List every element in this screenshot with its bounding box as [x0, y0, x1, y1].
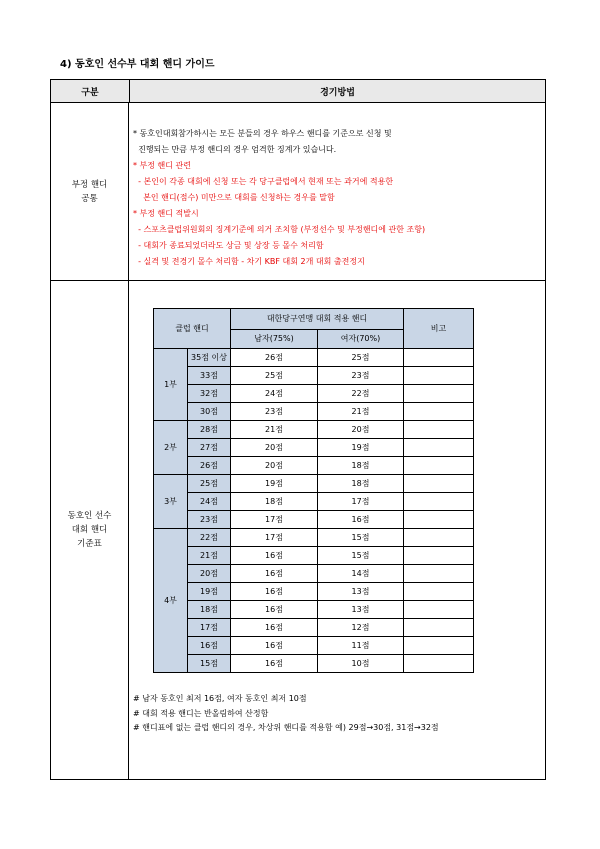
table-row [154, 349, 474, 367]
table-row [154, 421, 474, 439]
club-handicap-cell: 25점 [188, 475, 231, 493]
header-method: 경기방법 [320, 87, 355, 98]
note-line: # 핸디표에 없는 클럽 핸디의 경우, 차상위 핸디를 적용함 예) 29점→30점, 31점→32점 [133, 723, 439, 732]
male-handicap-cell: 16점 [231, 655, 318, 673]
table-row [154, 511, 474, 529]
table-row [154, 385, 474, 403]
rule-line: * 동호인대회참가하시는 모든 분들의 경우 하우스 핸디를 기준으로 신청 및 [133, 129, 392, 138]
division-cell: 1부 [154, 349, 188, 421]
female-handicap-cell: 25점 [318, 349, 404, 367]
division-cell: 3부 [154, 475, 188, 529]
table-row [154, 637, 474, 655]
remarks-cell [404, 367, 474, 385]
female-handicap-cell: 13점 [318, 583, 404, 601]
header-row [51, 80, 545, 103]
male-handicap-cell: 18점 [231, 493, 318, 511]
fraud-rules [133, 126, 541, 270]
club-handicap-cell: 32점 [188, 385, 231, 403]
table-row [154, 547, 474, 565]
remarks-cell [404, 403, 474, 421]
female-handicap-cell: 15점 [318, 547, 404, 565]
female-handicap-cell: 16점 [318, 511, 404, 529]
table-row [154, 619, 474, 637]
male-header: 남자(75%) [231, 330, 318, 349]
male-handicap-cell: 26점 [231, 349, 318, 367]
table-row [154, 439, 474, 457]
handicap-table-wrap [153, 308, 474, 673]
division-cell: 2부 [154, 421, 188, 475]
note-line: # 대회 적용 핸디는 반올림하여 산정함 [133, 708, 269, 718]
club-handicap-cell: 28점 [188, 421, 231, 439]
male-handicap-cell: 24점 [231, 385, 318, 403]
female-handicap-cell: 13점 [318, 601, 404, 619]
male-handicap-cell: 25점 [231, 367, 318, 385]
male-handicap-cell: 16점 [231, 565, 318, 583]
club-handicap-cell: 20점 [188, 565, 231, 583]
male-handicap-cell: 20점 [231, 439, 318, 457]
fraud-handicap-row [51, 103, 545, 281]
male-handicap-cell: 21점 [231, 421, 318, 439]
table-row [154, 529, 474, 547]
remarks-header: 비고 [404, 309, 474, 349]
remarks-cell [404, 493, 474, 511]
female-handicap-cell: 12점 [318, 619, 404, 637]
division-cell: 4부 [154, 529, 188, 673]
rule-line: 진행되는 만큼 부정 핸디의 경우 엄격한 징계가 있습니다. [133, 145, 337, 154]
handicap-standard-row [51, 281, 545, 779]
rule-line: * 부정 핸디 적발시 [133, 209, 199, 218]
remarks-cell [404, 547, 474, 565]
club-handicap-cell: 33점 [188, 367, 231, 385]
remarks-cell [404, 385, 474, 403]
table-row [154, 655, 474, 673]
rule-line: - 대회가 종료되었더라도 상금 및 상장 등 몰수 처리함 [133, 241, 324, 250]
male-handicap-cell: 17점 [231, 529, 318, 547]
remarks-cell [404, 349, 474, 367]
label-line: 대회 핸디 [71, 525, 108, 535]
female-handicap-cell: 23점 [318, 367, 404, 385]
remarks-cell [404, 619, 474, 637]
club-handicap-cell: 17점 [188, 619, 231, 637]
table-row [154, 403, 474, 421]
rule-line: * 부정 핸디 관련 [133, 161, 191, 170]
table-row [154, 493, 474, 511]
club-handicap-cell: 35점 이상 [188, 349, 231, 367]
club-handicap-cell: 19점 [188, 583, 231, 601]
rule-line: - 실격 및 전경기 몰수 처리함 - 차기 KBF 대회 2개 대회 출전정지 [133, 257, 365, 266]
female-handicap-cell: 11점 [318, 637, 404, 655]
club-handicap-cell: 15점 [188, 655, 231, 673]
rule-line: 본인 핸디(점수) 미만으로 대회를 신청하는 경우를 말함 [133, 193, 335, 202]
remarks-cell [404, 475, 474, 493]
club-handicap-cell: 24점 [188, 493, 231, 511]
female-handicap-cell: 19점 [318, 439, 404, 457]
club-handicap-cell: 22점 [188, 529, 231, 547]
female-handicap-cell: 14점 [318, 565, 404, 583]
handicap-standard-label [51, 281, 129, 779]
federation-handicap-header: 대한당구연맹 대회 적용 핸디 [231, 309, 404, 330]
club-handicap-header: 클럽 핸디 [154, 309, 231, 349]
label-line: 부정 핸디 [71, 179, 108, 190]
female-header: 여자(70%) [318, 330, 404, 349]
male-handicap-cell: 16점 [231, 583, 318, 601]
remarks-cell [404, 601, 474, 619]
handicap-table [153, 308, 474, 673]
label-line: 동호인 선수 [67, 511, 112, 521]
note-line: # 남자 동호인 최저 16점, 여자 동호인 최저 10점 [133, 694, 307, 703]
rule-line: - 본인이 각종 대회에 신청 또는 각 당구클럽에서 현재 또는 과거에 적용한 [133, 177, 394, 186]
label-line: 기준표 [77, 539, 102, 549]
club-handicap-cell: 21점 [188, 547, 231, 565]
rule-line: - 스포츠클럽위원회의 징계기준에 의거 조치함 (부정선수 및 부정핸디에 관한 조항) [133, 225, 426, 234]
female-handicap-cell: 21점 [318, 403, 404, 421]
label-line: 공통 [81, 193, 98, 204]
remarks-cell [404, 439, 474, 457]
guide-table [50, 79, 546, 780]
club-handicap-cell: 18점 [188, 601, 231, 619]
female-handicap-cell: 15점 [318, 529, 404, 547]
club-handicap-cell: 26점 [188, 457, 231, 475]
table-row [154, 565, 474, 583]
remarks-cell [404, 457, 474, 475]
club-handicap-cell: 30점 [188, 403, 231, 421]
female-handicap-cell: 20점 [318, 421, 404, 439]
notes [133, 692, 543, 736]
male-handicap-cell: 16점 [231, 619, 318, 637]
remarks-cell [404, 655, 474, 673]
female-handicap-cell: 17점 [318, 493, 404, 511]
female-handicap-cell: 10점 [318, 655, 404, 673]
female-handicap-cell: 18점 [318, 475, 404, 493]
remarks-cell [404, 421, 474, 439]
remarks-cell [404, 565, 474, 583]
male-handicap-cell: 16점 [231, 547, 318, 565]
table-row [154, 475, 474, 493]
club-handicap-cell: 27점 [188, 439, 231, 457]
fraud-handicap-label [51, 103, 129, 280]
male-handicap-cell: 20점 [231, 457, 318, 475]
table-row [154, 601, 474, 619]
male-handicap-cell: 19점 [231, 475, 318, 493]
club-handicap-cell: 23점 [188, 511, 231, 529]
remarks-cell [404, 529, 474, 547]
male-handicap-cell: 23점 [231, 403, 318, 421]
female-handicap-cell: 22점 [318, 385, 404, 403]
female-handicap-cell: 18점 [318, 457, 404, 475]
remarks-cell [404, 511, 474, 529]
table-row [154, 367, 474, 385]
header-category: 구분 [51, 80, 130, 102]
remarks-cell [404, 583, 474, 601]
remarks-cell [404, 637, 474, 655]
club-handicap-cell: 16점 [188, 637, 231, 655]
table-row [154, 457, 474, 475]
section-title: 4) 동호인 선수부 대회 핸디 가이드 [60, 59, 215, 70]
male-handicap-cell: 16점 [231, 601, 318, 619]
male-handicap-cell: 17점 [231, 511, 318, 529]
male-handicap-cell: 16점 [231, 637, 318, 655]
table-row [154, 583, 474, 601]
